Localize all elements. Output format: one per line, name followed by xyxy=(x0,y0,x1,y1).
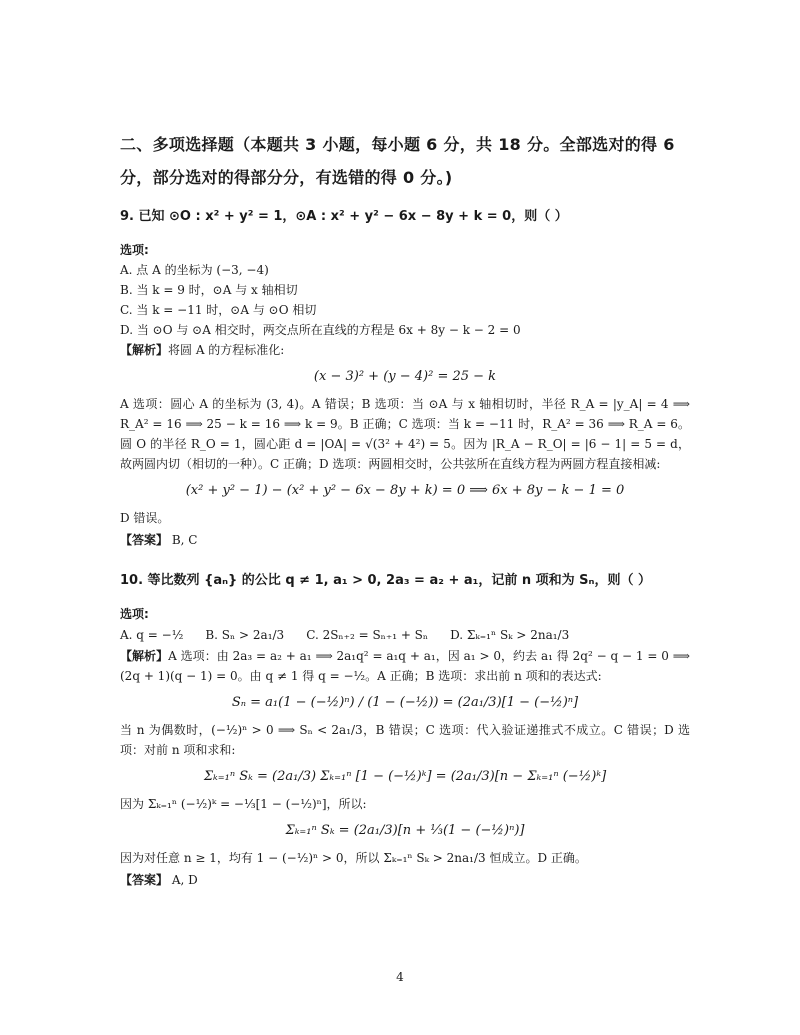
answer-value: A, D xyxy=(171,873,198,887)
options-label: 选项: xyxy=(120,243,149,257)
section-title-line1: 二、多项选择题（本题共 3 小题，每小题 6 分，共 18 分。全部选对的得 6 xyxy=(120,135,675,154)
option-a: A. 点 A 的坐标为 (−3, −4) xyxy=(120,263,269,277)
question-title: 10. 等比数列 {aₙ} 的公比 q ≠ 1, a₁ > 0, 2a₃ = a₂ + a₁，记前 n 项和为 Sₙ，则（ ） xyxy=(120,573,651,588)
document-page xyxy=(120,128,690,890)
answer-value: B, C xyxy=(171,533,198,547)
option-c: C. 当 k = −11 时，⊙A 与 ⊙O 相切 xyxy=(120,303,317,317)
answer-tag: 【答案】 xyxy=(120,873,169,887)
analysis-tag: 【解析】 xyxy=(120,343,169,357)
question-10 xyxy=(120,572,690,890)
option-d: D. 当 ⊙O 与 ⊙A 相交时，两交点所在直线的方程是 6x + 8y − k − 2 = 0 xyxy=(120,323,521,337)
option-d: D. Σₖ₌₁ⁿ Sₖ > 2na₁/3 xyxy=(450,628,570,642)
option-c: C. 2Sₙ₊₂ = Sₙ₊₁ + Sₙ xyxy=(306,628,429,642)
section-title-line2: 分，部分选对的得部分分，有选错的得 0 分。) xyxy=(120,168,453,187)
analysis-part1-text: A 选项：由 2a₃ = a₂ + a₁ ⟹ 2a₁q² = a₁q + a₁，因 a₁ > 0，约去 a₁ 得 2q² − q − 1 = 0 ⟹ (2q + 1)(q − 1) = 0。由 q ≠ 1 得 q = −½。A 正确；B 选项：求出前 n 项和的表达式: xyxy=(120,649,690,683)
analysis-intro xyxy=(120,340,690,360)
options-label: 选项: xyxy=(120,607,149,621)
analysis-part4: 因为对任意 n ≥ 1，均有 1 − (−½)ⁿ > 0，所以 Σₖ₌₁ⁿ Sₖ > 2na₁/3 恒成立。D 正确。 xyxy=(120,851,587,865)
analysis-part1 xyxy=(120,646,690,686)
option-a: A. q = −½ xyxy=(120,628,184,642)
equation-standard-form: (x − 3)² + (y − 4)² = 25 − k xyxy=(313,369,497,384)
analysis-intro-text: 将圆 A 的方程标准化: xyxy=(168,343,285,357)
answer-line xyxy=(120,530,690,550)
question-title: 9. 已知 ⊙O : x² + y² = 1，⊙A : x² + y² − 6x − 8y + k = 0，则（ ） xyxy=(120,209,568,224)
question-9 xyxy=(120,208,690,550)
option-b: B. Sₙ > 2a₁/3 xyxy=(205,628,285,642)
option-b: B. 当 k = 9 时，⊙A 与 x 轴相切 xyxy=(120,283,298,297)
equation-common-chord: (x² + y² − 1) − (x² + y² − 6x − 8y + k) = 0 ⟹ 6x + 8y − k − 1 = 0 xyxy=(185,483,625,498)
equation-sum-result: Σₖ₌₁ⁿ Sₖ = (2a₁/3)[n + ⅓(1 − (−½)ⁿ)] xyxy=(285,823,525,838)
page-number: 4 xyxy=(396,970,404,984)
equation-sum-formula: Sₙ = a₁(1 − (−½)ⁿ) / (1 − (−½)) = (2a₁/3)[1 − (−½)ⁿ] xyxy=(231,695,579,710)
answer-line xyxy=(120,870,690,890)
analysis-tag: 【解析】 xyxy=(120,649,169,663)
analysis-part3: 因为 Σₖ₌₁ⁿ (−½)ᵏ = −⅓[1 − (−½)ⁿ]，所以: xyxy=(120,797,367,811)
answer-tag: 【答案】 xyxy=(120,533,169,547)
analysis-body: A 选项：圆心 A 的坐标为 (3, 4)。A 错误；B 选项：当 ⊙A 与 x 轴相切时，半径 R_A = |y_A| = 4 ⟹ R_A² = 16 ⟹ 25 − k = 16 ⟹ k = 9。B 正确；C 选项：当 k = −11 时，R_A² = 36 ⟹ R_A = 6。圆 O 的半径 R_O = 1，圆心距 d = |OA| = √(3² + 4²) = 5。因为 |R_A − R_O| = |6 − 1| = 5 = d，故两圆内切（相切的一种）。C 正确；D 选项：两圆相交时，公共弦所在直线方程为两圆方程直接相减: xyxy=(120,397,690,471)
analysis-end: D 错误。 xyxy=(120,511,170,525)
options-row xyxy=(120,624,690,646)
analysis-part2: 当 n 为偶数时，(−½)ⁿ > 0 ⟹ Sₙ < 2a₁/3，B 错误；C 选项：代入验证递推式不成立。C 错误；D 选项：对前 n 项和求和: xyxy=(120,723,690,757)
equation-sum-of-sums: Σₖ₌₁ⁿ Sₖ = (2a₁/3) Σₖ₌₁ⁿ [1 − (−½)ᵏ] = (2a₁/3)[n − Σₖ₌₁ⁿ (−½)ᵏ] xyxy=(203,769,607,784)
